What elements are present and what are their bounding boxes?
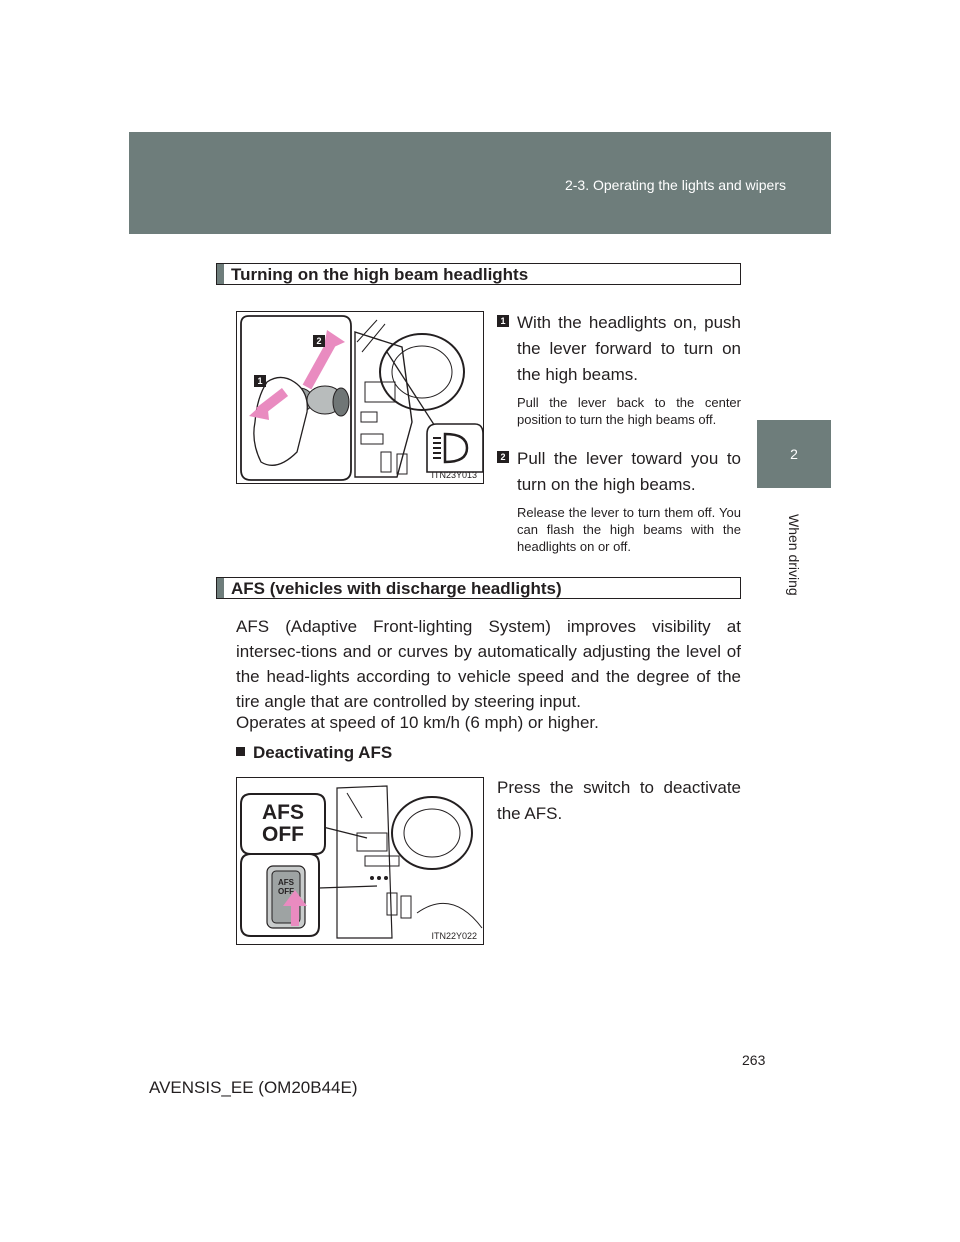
afs-speed-note: Operates at speed of 10 km/h (6 mph) or higher.	[236, 713, 599, 732]
high-beam-figure	[236, 311, 484, 484]
step-item	[497, 446, 741, 555]
high-beam-heading	[216, 263, 741, 285]
callout-1: 1	[254, 375, 266, 387]
afs-small-line1: AFS	[278, 878, 294, 887]
afs-label-line2: OFF	[262, 823, 304, 846]
step-item	[497, 310, 741, 428]
afs-label-line1: AFS	[262, 801, 304, 824]
step-note: Release the lever to turn them off. You can flash the high beams with the headlights on or off.	[517, 505, 741, 554]
afs-figure	[236, 777, 484, 945]
afs-off-label-small	[272, 878, 300, 896]
step-number: 1	[497, 315, 509, 327]
page-header	[129, 132, 831, 234]
section-title: 2-3. Operating the lights and wipers	[564, 177, 786, 193]
afs-subheading-text: Deactivating AFS	[253, 743, 393, 762]
afs-small-line2: OFF	[278, 887, 294, 896]
chapter-number: 2	[790, 446, 798, 462]
figure-code: ITN22Y022	[431, 931, 477, 941]
figure-code: ITN23Y013	[431, 470, 477, 480]
afs-subheading	[236, 743, 392, 763]
afs-heading	[216, 577, 741, 599]
chapter-tab	[757, 420, 831, 488]
callout-2: 2	[313, 335, 325, 347]
lever-illustration	[237, 312, 484, 484]
afs-heading-text: AFS (vehicles with discharge headlights)	[231, 579, 562, 598]
afs-instruction: Press the switch to deactivate the AFS.	[497, 778, 741, 823]
page-number: 263	[742, 1052, 766, 1068]
bullet-square-icon	[236, 747, 245, 756]
step-note: Pull the lever back to the center position to turn the high beams off.	[517, 395, 741, 427]
high-beam-heading-text: Turning on the high beam headlights	[231, 265, 529, 284]
step-text: With the headlights on, push the lever forward to turn on the high beams.	[517, 313, 741, 384]
step-text: Pull the lever toward you to turn on the high beams.	[517, 449, 741, 494]
chapter-label: When driving	[786, 514, 802, 596]
afs-off-label-large	[241, 802, 325, 846]
step-number: 2	[497, 451, 509, 463]
model-code: AVENSIS_EE (OM20B44E)	[149, 1078, 358, 1097]
afs-description: AFS (Adaptive Front-lighting System) improves visibility at intersec-tions and or curves by automatically adjusting the level of the head-lights according to vehicle speed and the degree of the tire angle that are controlled by steering input.	[236, 617, 741, 711]
